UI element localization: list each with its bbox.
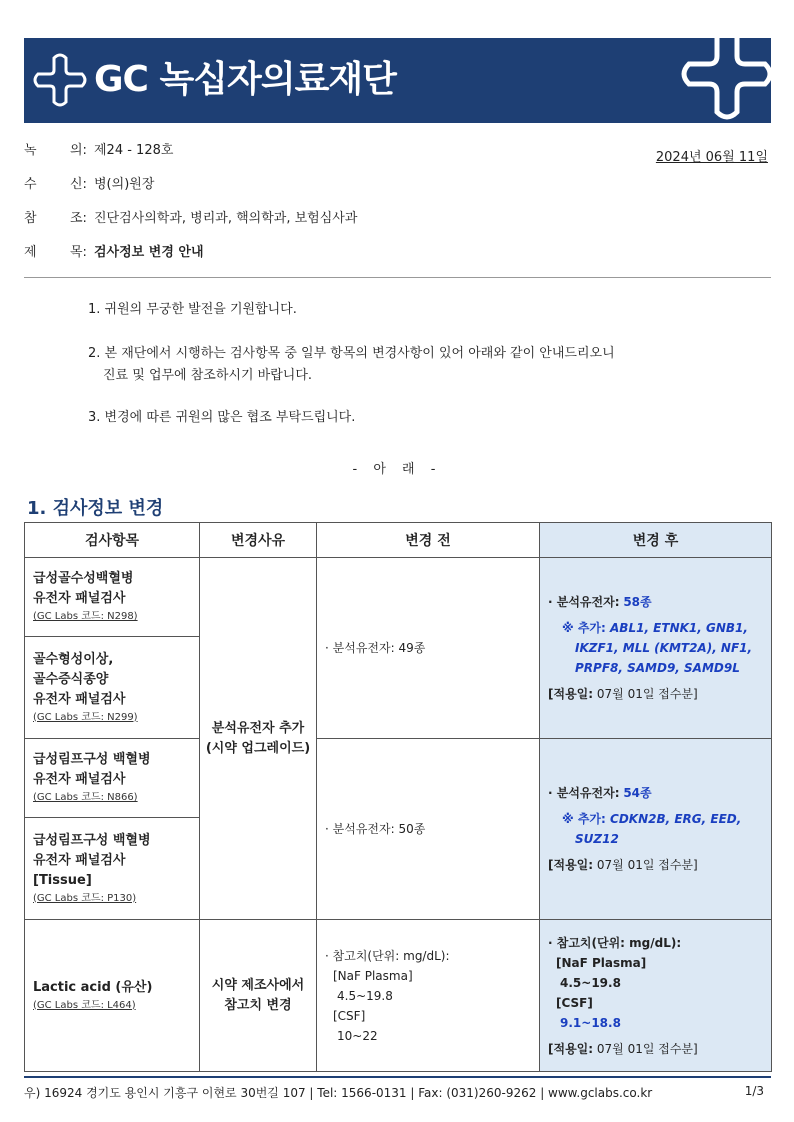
table-header-row [25,523,772,558]
section-title: 1. 검사정보 변경 [27,498,164,519]
table-row [25,739,772,818]
paragraph-1: 1. 귀원의 무궁한 발전을 기원합니다. [88,302,297,317]
after-value: · 분석유전자: 58종 ※ 추가: ABL1, ETNK1, GNB1, IKZF1, MLL (KMT2A), NF1, PRPF8, SAMD9, SAMD9L [적용일: 07월 01일 접수분] [540,558,772,739]
change-reason: 시약 제조사에서 참고치 변경 [200,920,317,1072]
before-value: · 분석유전자: 50종 [317,739,540,920]
divider [24,277,771,278]
document-date: 2024년 06월 11일 [655,150,768,165]
change-reason: 분석유전자 추가 (시약 업그레이드) [200,558,317,920]
col-header-after: 변경 후 [540,523,772,558]
paragraph-2b: 진료 및 업무에 참조하시기 바랍니다. [103,368,313,383]
table-row [25,558,772,637]
decorative-cross-icon [677,38,771,123]
test-code: (GC Labs 코드: N866) [33,792,138,803]
test-code: (GC Labs 코드: N299) [33,711,138,723]
paragraph-2a: 2. 본 재단에서 시행하는 검사항목 중 일부 항목의 변경사항이 있어 아래와 같이 안내드리오니 [88,346,615,361]
test-item: 급성골수성백혈병 유전자 패널검사 (GC Labs 코드: N298) [25,558,200,637]
test-item: 골수형성이상, 골수증식종양 유전자 패널검사 (GC Labs 코드: N299) [25,637,200,739]
test-item: Lactic acid (유산) (GC Labs 코드: L464) [25,920,200,1072]
footer-divider [24,1076,771,1078]
test-code: (GC Labs 코드: L464) [33,999,136,1011]
footer-address: 우) 16924 경기도 용인시 기흥구 이현로 30번길 107 | Tel: 1566-0131 | Fax: (031)260-9262 | www.gclabs.co.kr [24,1086,653,1100]
col-header-item: 검사항목 [25,523,200,558]
col-header-reason: 변경사유 [200,523,317,558]
below-marker: - 아 래 - [352,462,442,477]
test-code: (GC Labs 코드: P130) [33,892,137,904]
paragraph-3: 3. 변경에 따른 귀원의 많은 협조 부탁드립니다. [88,410,356,425]
after-value: · 참고치(단위: mg/dL): [NaF Plasma] 4.5~19.8 [CSF] 9.1~18.8 [적용일: 07월 01일 접수분] [540,920,772,1072]
header-banner [24,38,771,123]
logo-text: GC 녹십자의료재단 [94,59,396,100]
change-table [24,522,772,1072]
col-header-before: 변경 전 [317,523,540,558]
test-item: 급성림프구성 백혈병 유전자 패널검사 (GC Labs 코드: N866) [25,739,200,818]
test-code: (GC Labs 코드: N298) [33,611,138,622]
test-item: 급성림프구성 백혈병 유전자 패널검사 [Tissue] (GC Labs 코드: P130) [25,818,200,920]
after-value: · 분석유전자: 54종 ※ 추가: CDKN2B, ERG, EED, SUZ12 [적용일: 07월 01일 접수분] [540,739,772,920]
before-value: · 참고치(단위: mg/dL): [NaF Plasma] 4.5~19.8 [CSF] 10~22 [317,920,540,1072]
page-number: 1/3 [744,1084,764,1098]
table-row [25,920,772,1072]
before-value: · 분석유전자: 49종 [317,558,540,739]
gc-cross-logo-icon [32,52,88,108]
